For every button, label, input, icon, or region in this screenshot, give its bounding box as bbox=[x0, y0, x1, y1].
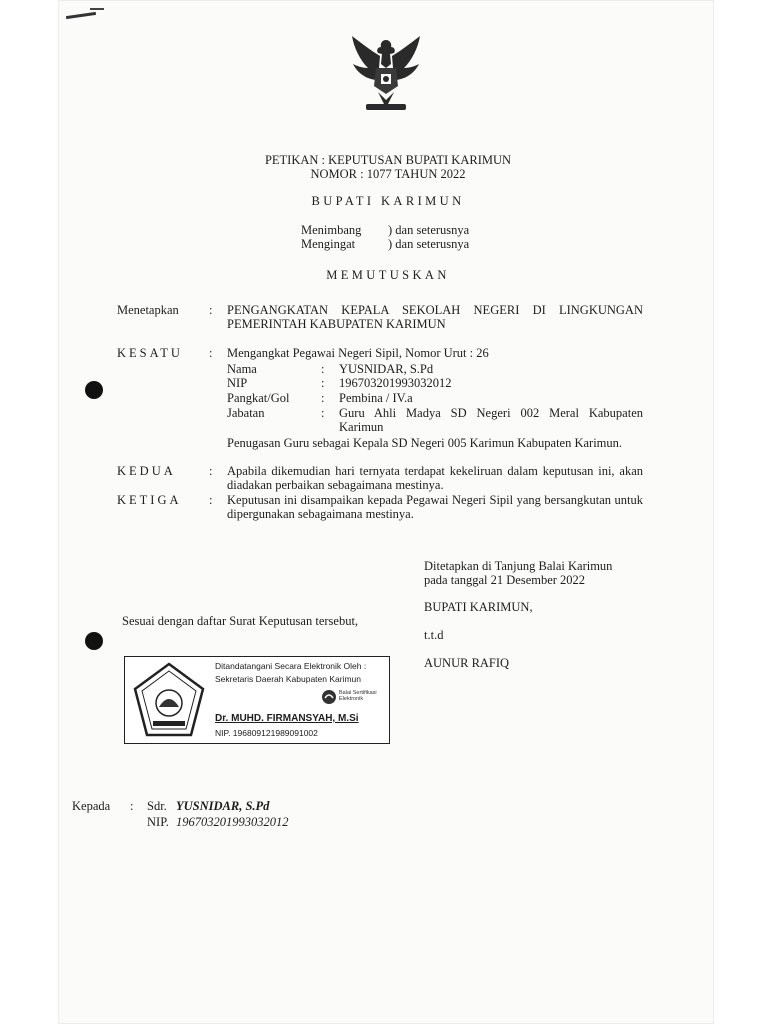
issuer-heading: BUPATI KARIMUN bbox=[311, 194, 465, 208]
kesatu-colon: : bbox=[209, 346, 213, 360]
field-label: Pangkat/Gol bbox=[227, 391, 290, 405]
bsre-icon bbox=[321, 689, 337, 705]
field-value-nama: YUSNIDAR, S.Pd bbox=[339, 362, 434, 376]
signature-place: Ditetapkan di Tanjung Balai Karimun bbox=[424, 559, 613, 573]
decide-heading: MEMUTUSKAN bbox=[326, 268, 450, 282]
signature-date: pada tanggal 21 Desember 2022 bbox=[424, 573, 586, 587]
bsre-label: Balai Sertifikasi Elektronik bbox=[339, 690, 377, 702]
field-value-nip: 196703201993032012 bbox=[339, 376, 452, 390]
ketiga-label: KETIGA bbox=[117, 493, 182, 507]
kedua-colon: : bbox=[209, 464, 213, 478]
punch-hole bbox=[85, 632, 103, 650]
regency-seal-icon bbox=[131, 661, 207, 739]
garuda-emblem-icon bbox=[348, 34, 424, 114]
decree-number: NOMOR : 1077 TAHUN 2022 bbox=[310, 167, 466, 181]
mengingat-text: ) dan seterusnya bbox=[388, 237, 470, 251]
esign-nip: NIP. 196809121989091002 bbox=[215, 728, 318, 738]
scan-mark bbox=[90, 8, 104, 10]
recipient-name: YUSNIDAR, S.Pd bbox=[176, 799, 270, 813]
field-colon: : bbox=[321, 362, 325, 376]
signer-name: AUNUR RAFIQ bbox=[424, 656, 510, 670]
menimbang-text: ) dan seterusnya bbox=[388, 223, 470, 237]
punch-hole bbox=[85, 381, 103, 399]
esign-line2: Sekretaris Daerah Kabupaten Karimun bbox=[215, 674, 361, 684]
field-label: NIP bbox=[227, 376, 248, 390]
mengingat-label: Mengingat bbox=[301, 237, 356, 251]
kedua-label: KEDUA bbox=[117, 464, 176, 478]
decree-title: PETIKAN : KEPUTUSAN BUPATI KARIMUN bbox=[264, 153, 512, 167]
kesatu-label: KESATU bbox=[117, 346, 183, 360]
recipient-colon: : bbox=[130, 799, 134, 813]
field-colon: : bbox=[321, 376, 325, 390]
electronic-signature-stamp bbox=[124, 656, 390, 744]
copy-note: Sesuai dengan daftar Surat Keputusan tersebut, bbox=[122, 614, 359, 628]
recipient-nip-label: NIP. bbox=[147, 815, 169, 829]
signature-ttd: t.t.d bbox=[424, 628, 444, 642]
menetapkan-text: PENGANGKATAN KEPALA SEKOLAH NEGERI DI LINGKUNGAN PEMERINTAH KABUPATEN KARIMUN bbox=[227, 303, 643, 331]
field-label: Jabatan bbox=[227, 406, 265, 420]
field-colon: : bbox=[321, 406, 325, 420]
menimbang-label: Menimbang bbox=[301, 223, 362, 237]
field-colon: : bbox=[321, 391, 325, 405]
ketiga-colon: : bbox=[209, 493, 213, 507]
ketiga-text: Keputusan ini disampaikan kepada Pegawai Negeri Sipil yang bersangkutan untuk dipergunakan sebagaimana mestinya. bbox=[227, 493, 643, 521]
kedua-text: Apabila dikemudian hari ternyata terdapat kekeliruan dalam keputusan ini, akan diadakan perbaikan sebagaimana mestinya. bbox=[227, 464, 643, 492]
recipient-label: Kepada bbox=[72, 799, 111, 813]
esign-name: Dr. MUHD. FIRMANSYAH, M.Si bbox=[215, 713, 359, 724]
bsre-logo bbox=[321, 689, 387, 715]
field-value-pangkat: Pembina / IV.a bbox=[339, 391, 413, 405]
recipient-nip: 196703201993032012 bbox=[176, 815, 289, 829]
field-label: Nama bbox=[227, 362, 257, 376]
signature-office: BUPATI KARIMUN, bbox=[424, 600, 533, 614]
menetapkan-colon: : bbox=[209, 303, 213, 317]
menetapkan-label: Menetapkan bbox=[117, 303, 179, 317]
kesatu-assignment: Penugasan Guru sebagai Kepala SD Negeri 005 Karimun Kabupaten Karimun. bbox=[227, 436, 623, 450]
field-value-jabatan: Guru Ahli Madya SD Negeri 002 Meral Kabupaten Karimun bbox=[339, 406, 643, 434]
esign-line1: Ditandatangani Secara Elektronik Oleh : bbox=[215, 661, 367, 671]
kesatu-intro: Mengangkat Pegawai Negeri Sipil, Nomor Urut : 26 bbox=[227, 346, 489, 360]
recipient-prefix: Sdr. bbox=[147, 799, 167, 813]
